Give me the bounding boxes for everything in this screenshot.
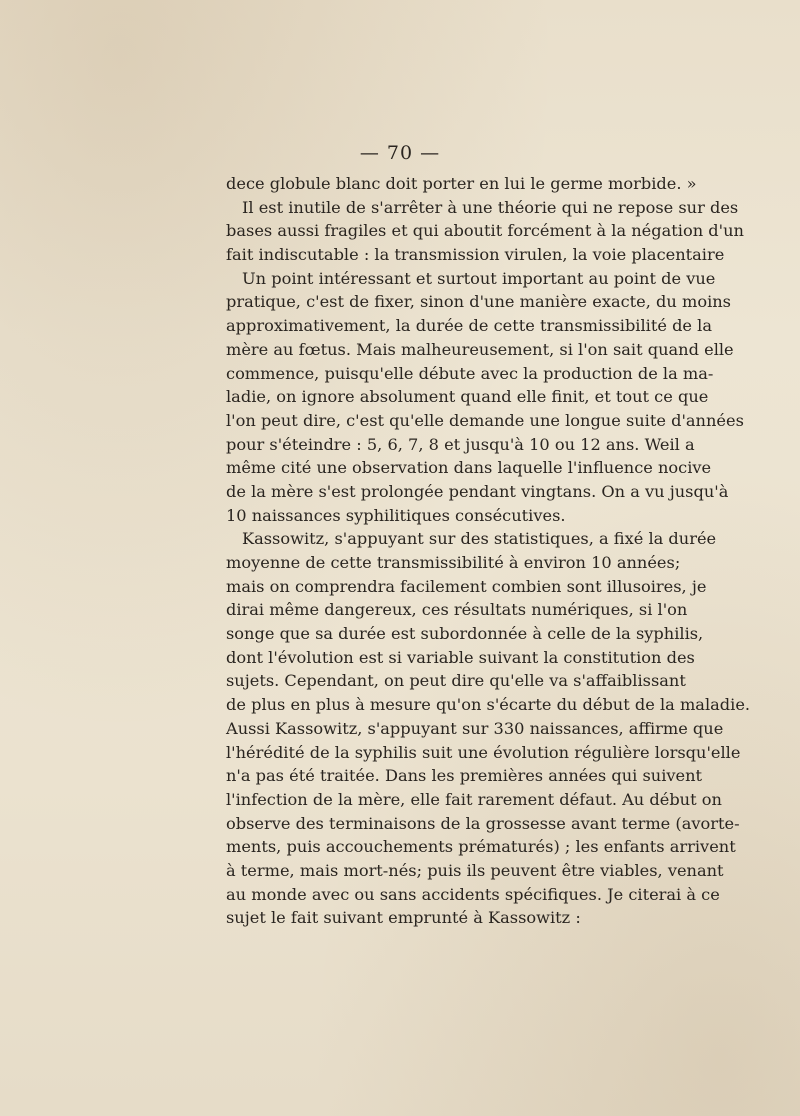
text-line: Un point intéressant et surtout important au point de vue: [242, 268, 716, 288]
text-line: mère au fœtus. Mais malheureusement, si l'on sait quand elle: [226, 339, 734, 359]
text-line: ladie, on ignore absolument quand elle finit, et tout ce que: [226, 387, 709, 407]
text-line: sujets. Cependant, on peut dire qu'elle va s'affaiblissant: [226, 671, 686, 691]
text-line: dece globule blanc doit porter en lui le germe morbide. »: [226, 174, 697, 193]
text-line: à terme, mais mort-nés; puis ils peuvent être viables, venant: [226, 860, 724, 880]
text-line: ments, puis accouchements prématurés) ; les enfants arrivent: [226, 837, 736, 857]
text-line: de la mère s'est prolongée pendant vingtans. On a vu jusqu'à: [226, 481, 729, 501]
text-line: approximativement, la durée de cette transmissibilité de la: [226, 316, 712, 336]
text-line: fait indiscutable : la transmission virulen, la voie placentaire: [226, 245, 725, 265]
text-line: moyenne de cette transmissibilité à environ 10 années;: [226, 553, 681, 572]
text-line: sujet le fait suivant emprunté à Kassowitz :: [226, 908, 581, 928]
page-number: — 70 —: [359, 142, 441, 164]
text-line: mais on comprendra facilement combien sont illusoires, je: [226, 576, 707, 596]
text-line: au monde avec ou sans accidents spécifiques. Je citerai à ce: [226, 884, 720, 904]
text-line: n'a pas été traitée. Dans les premières années qui suivent: [226, 766, 703, 786]
text-line: Il est inutile de s'arrêter à une théorie qui ne repose sur des: [242, 197, 739, 217]
text-line: pratique, c'est de fixer, sinon d'une manière exacte, du moins: [226, 292, 731, 312]
text-line: commence, puisqu'elle débute avec la production de la ma-: [226, 363, 714, 383]
text-line: bases aussi fragiles et qui aboutit forcément à la négation d'un: [226, 221, 744, 241]
text-line: dont l'évolution est si variable suivant la constitution des: [226, 647, 695, 667]
body-text: [226, 172, 751, 930]
text-line: même cité une observation dans laquelle l'influence nocive: [226, 458, 712, 478]
text-line: songe que sa durée est subordonnée à celle de la syphilis,: [226, 624, 704, 644]
text-line: l'on peut dire, c'est qu'elle demande une longue suite d'années: [226, 410, 744, 430]
text-line: Kassowitz, s'appuyant sur des statistiques, a fixé la durée: [242, 529, 717, 549]
text-line: Aussi Kassowitz, s'appuyant sur 330 naissances, affirme que: [226, 718, 724, 738]
text-line: pour s'éteindre : 5, 6, 7, 8 et jusqu'à 10 ou 12 ans. Weil a: [226, 434, 695, 454]
text-line: de plus en plus à mesure qu'on s'écarte du début de la maladie.: [226, 695, 751, 715]
text-line: l'hérédité de la syphilis suit une évolution régulière lorsqu'elle: [226, 742, 741, 762]
text-line: l'infection de la mère, elle fait rarement défaut. Au début on: [226, 789, 722, 809]
text-line: dirai même dangereux, ces résultats numériques, si l'on: [226, 600, 688, 620]
text-line: 10 naissances syphilitiques consécutives.: [226, 505, 566, 525]
text-line: observe des terminaisons de la grossesse avant terme (avorte-: [226, 813, 740, 833]
